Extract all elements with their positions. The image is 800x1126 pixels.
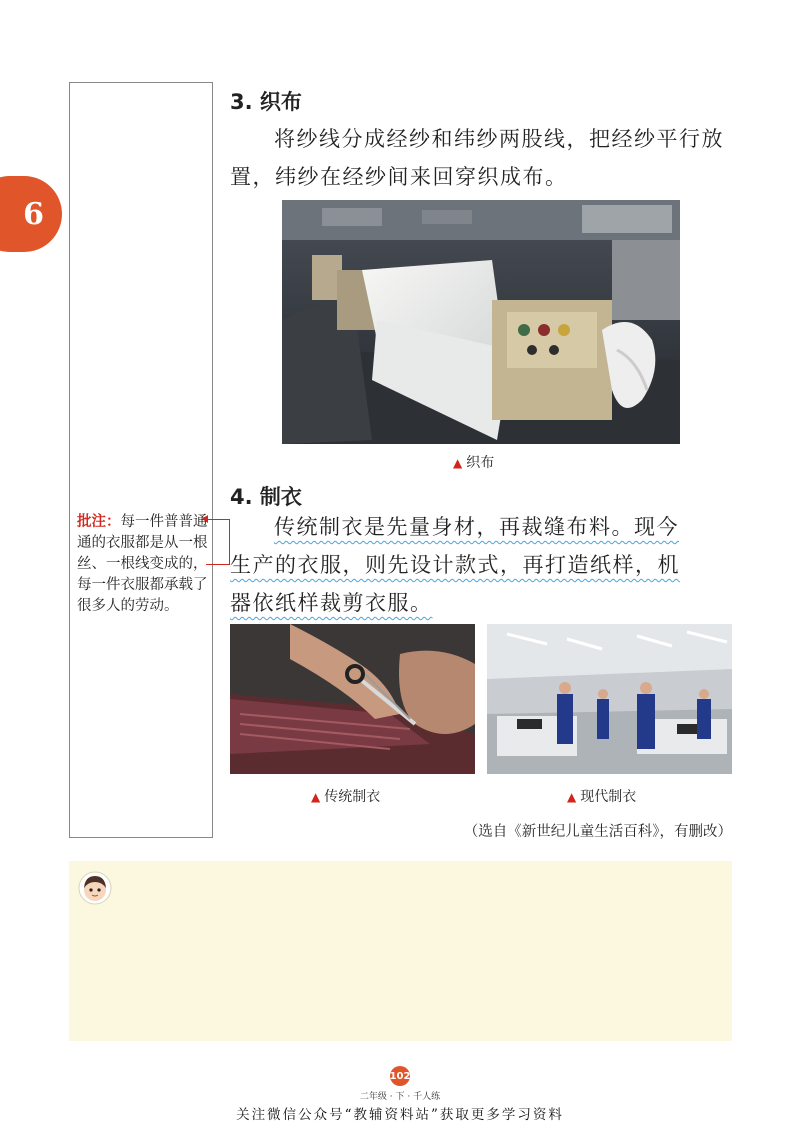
annotation-note bbox=[77, 512, 209, 617]
modern-caption-text: 现代制衣 bbox=[580, 789, 637, 805]
source-citation: （选自《新世纪儿童生活百科》，有删改） bbox=[463, 824, 732, 840]
section-4-heading: 4. 制衣 bbox=[230, 485, 302, 509]
annotation-text: 每一件普普通通的衣服都是从一根丝、一根线变成的，每一件衣服都承载了很多人的劳动。 bbox=[77, 514, 208, 614]
section-4-line-3: 器依纸样裁剪衣服。 bbox=[230, 591, 433, 615]
garment-factory-illustration bbox=[487, 624, 732, 774]
weaving-caption-text: 织布 bbox=[466, 455, 495, 471]
scissors-cutting-illustration bbox=[230, 624, 475, 774]
section-3-paragraph bbox=[230, 120, 732, 196]
section-3-text: 将纱线分成经纱和纬纱两股线，把经纱平行放置，纬纱在经纱间来回穿织成布。 bbox=[230, 127, 724, 189]
triangle-icon: ▲ bbox=[311, 790, 321, 804]
loom-illustration bbox=[282, 200, 680, 444]
footer-note: 关注微信公众号“教辅资料站”获取更多学习资料 bbox=[236, 1107, 564, 1123]
traditional-caption bbox=[311, 786, 380, 806]
annotation-column bbox=[69, 82, 213, 838]
section-4-paragraph bbox=[230, 508, 732, 622]
grade-label: 二年级 · 下 · 千人练 bbox=[359, 1092, 441, 1102]
traditional-tailoring-photo bbox=[230, 624, 475, 774]
triangle-icon: ▲ bbox=[567, 790, 577, 804]
annotation-label: 批注： bbox=[77, 514, 121, 530]
modern-caption bbox=[567, 786, 636, 806]
section-4-line-2: 生产的衣服，则先设计款式，再打造纸样，机 bbox=[230, 553, 680, 577]
annotation-arrow-icon bbox=[202, 515, 208, 523]
chapter-tab bbox=[0, 176, 62, 252]
section-3-heading: 3. 织布 bbox=[230, 90, 302, 114]
section-4-line-1: 传统制衣是先量身材，再裁缝布料。现今 bbox=[274, 515, 679, 539]
annotation-connector bbox=[206, 519, 230, 565]
student-avatar-icon bbox=[78, 871, 112, 909]
triangle-icon: ▲ bbox=[453, 456, 463, 470]
notes-area bbox=[69, 861, 732, 1041]
traditional-caption-text: 传统制衣 bbox=[324, 789, 381, 805]
page-number: 102 bbox=[390, 1066, 410, 1086]
weaving-caption bbox=[453, 452, 494, 472]
chapter-number: 6 bbox=[23, 196, 44, 232]
weaving-photo bbox=[282, 200, 680, 444]
modern-factory-photo bbox=[487, 624, 732, 774]
